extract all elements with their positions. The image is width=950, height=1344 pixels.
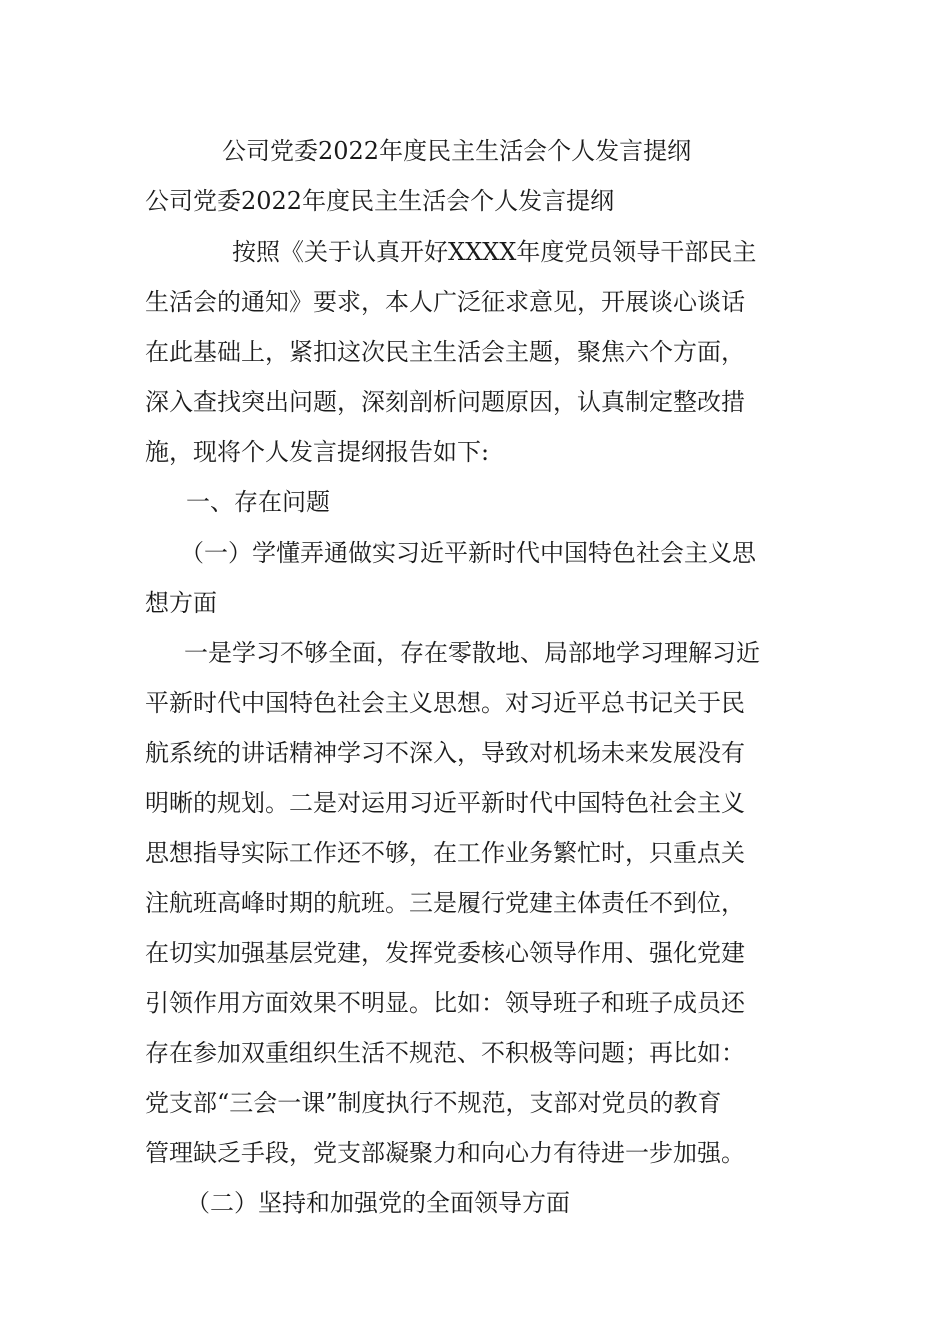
paragraph-line: 注航班高峰时期的航班。三是履行党建主体责任不到位， [145,889,745,917]
paragraph-line: 在切实加强基层党建，发挥党委核心领导作用、强化党建 [145,939,745,967]
paragraph-line: 引领作用方面效果不明显。比如：领导班子和班子成员还 [145,989,745,1017]
subsection-heading: （二）坚持和加强党的全面领导方面 [186,1189,570,1217]
paragraph-line: 明晰的规划。二是对运用习近平新时代中国特色社会主义 [145,789,745,817]
paragraph-line: 航系统的讲话精神学习不深入，导致对机场未来发展没有 [145,739,745,767]
document-title: 公司党委2022年度民主生活会个人发言提纲 [222,137,692,165]
paragraph-line: 党支部“三会一课”制度执行不规范，支部对党员的教育 [145,1089,722,1117]
paragraph-line: 管理缺乏手段，党支部凝聚力和向心力有待进一步加强。 [145,1139,745,1167]
paragraph-line: 施，现将个人发言提纲报告如下: [145,438,490,466]
subsection-heading-continued: 想方面 [145,589,217,617]
paragraph-line: 一是学习不够全面，存在零散地、局部地学习理解习近 [184,639,760,667]
paragraph-line: 生活会的通知》要求，本人广泛征求意见，开展谈心谈话 [145,288,745,316]
paragraph-line: 在此基础上，紧扣这次民主生活会主题，聚焦六个方面， [145,338,745,366]
section-heading: 一、存在问题 [186,488,330,516]
paragraph-line: 深入查找突出问题，深刻剖析问题原因，认真制定整改措 [145,388,745,416]
paragraph-line: 平新时代中国特色社会主义思想。对习近平总书记关于民 [145,689,745,717]
subsection-heading: （一）学懂弄通做实习近平新时代中国特色社会主义思 [180,539,756,567]
paragraph-line: 思想指导实际工作还不够，在工作业务繁忙时，只重点关 [145,839,745,867]
paragraph-line: 存在参加双重组织生活不规范、不积极等问题；再比如： [145,1039,745,1067]
document-subtitle: 公司党委2022年度民主生活会个人发言提纲 [145,187,615,215]
paragraph-line: 按照《关于认真开好XXXX年度党员领导干部民主 [232,238,757,266]
